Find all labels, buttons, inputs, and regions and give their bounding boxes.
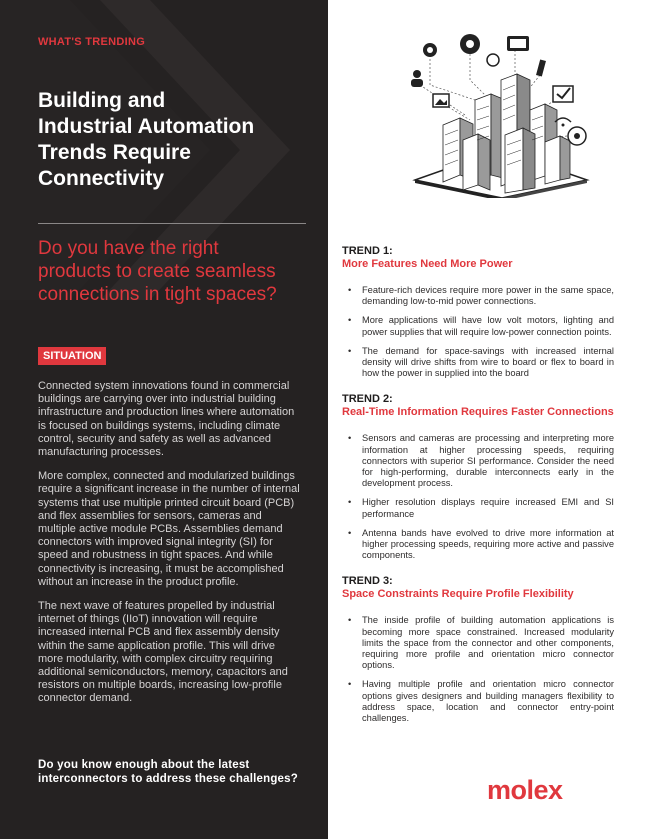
lightbulb-icon bbox=[487, 54, 499, 66]
gear-icon bbox=[423, 43, 437, 57]
pen-icon bbox=[536, 59, 546, 76]
paragraph: More complex, connected and modularized buildings require a significant increase in the number of internal systems that use multiple printed circuit board (PCB) and flex assemblies for sensors, cameras and multiple active module PCBs. Assemblies demand connectors with improved signal integrity (SI) for speed and robustness in tight spaces. And while connectivity is increasing, it must be accomplished without an increase in the product profile. bbox=[38, 470, 300, 588]
situation-text bbox=[38, 380, 302, 717]
trend-bullets bbox=[342, 433, 614, 561]
divider bbox=[38, 223, 306, 224]
trend-label: TREND 3: bbox=[342, 575, 393, 588]
list-item: • Feature-rich devices require more power in the same space, demanding low-to-mid power connections. bbox=[342, 285, 614, 307]
paragraph: Connected system innovations found in commercial buildings are carrying over into industrial building infrastructure and production lines where automation is focused on buildings systems, including climate control, security and safety as well as advanced manufacturing processes. bbox=[38, 380, 295, 459]
trend-bullets bbox=[342, 615, 614, 724]
image-icon bbox=[433, 94, 449, 107]
trend-heading: Real-Time Information Requires Faster Connections bbox=[342, 406, 614, 419]
trend-bullets bbox=[342, 285, 614, 379]
trend-section bbox=[342, 575, 614, 724]
paragraph: The next wave of features propelled by industrial internet of things (IIoT) innovation will require increased internal PCB and flex assembly density within the same application profile. This will drive more modularity, with complex circuitry requiring additional semiconductors, memory, capacitors and resistors on multiple boards, increasing low-profile connector demand. bbox=[38, 600, 288, 705]
list-item: • More applications will have low volt motors, lighting and power supplies that will require low-power connection points. bbox=[342, 315, 614, 337]
list-item: • Having multiple profile and orientation micro connector options gives designers and building managers flexibility to address space, location and connector entry-point challenges. bbox=[342, 679, 614, 724]
trend-heading: More Features Need More Power bbox=[342, 258, 513, 270]
situation-badge: SITUATION bbox=[38, 347, 106, 365]
trend-section bbox=[342, 245, 614, 379]
trend-label: TREND 1: bbox=[342, 245, 393, 257]
chat-icon bbox=[507, 36, 529, 51]
checkmark-icon bbox=[553, 86, 573, 102]
wifi-icon bbox=[555, 118, 571, 127]
call-to-action: Do you know enough about the latest interconnectors to address these challenges? bbox=[38, 759, 298, 785]
list-item: • Sensors and cameras are processing and interpreting more information at higher processing speeds, requiring connectors with superior SI performance. Consider the need for high-performing, durable interconnects early in the development process. bbox=[342, 433, 614, 489]
list-item: • Antenna bands have evolved to drive more information at higher processing speeds, requiring more active and passive components. bbox=[342, 528, 614, 562]
molex-logo: molex bbox=[487, 775, 563, 805]
gear-icon bbox=[460, 34, 480, 54]
trends-column bbox=[342, 245, 614, 738]
soccer-ball-icon bbox=[568, 127, 586, 145]
trend-section bbox=[342, 393, 614, 561]
list-item: • The demand for space-savings with increased internal density will drive shifts from wire to board or flex to board in how the power in supplied into the board bbox=[342, 346, 614, 380]
trend-label: TREND 2: bbox=[342, 393, 393, 406]
smart-city-illustration bbox=[405, 30, 595, 198]
user-icon bbox=[411, 70, 423, 87]
list-item: • The inside profile of building automation applications is becoming more space constrained. Increased modularity limits the space from the connector and other components, requiring more profile and orientation micro connector options. bbox=[342, 615, 614, 671]
list-item: • Higher resolution displays require increased EMI and SI performance bbox=[342, 497, 614, 519]
page-title: Building and Industrial Automation Trends Require Connectivity bbox=[38, 89, 255, 190]
kicker-label: WHAT'S TRENDING bbox=[38, 36, 146, 48]
trend-heading: Space Constraints Require Profile Flexibility bbox=[342, 588, 574, 601]
lead-question: Do you have the right products to create seamless connections in tight spaces? bbox=[38, 238, 277, 305]
